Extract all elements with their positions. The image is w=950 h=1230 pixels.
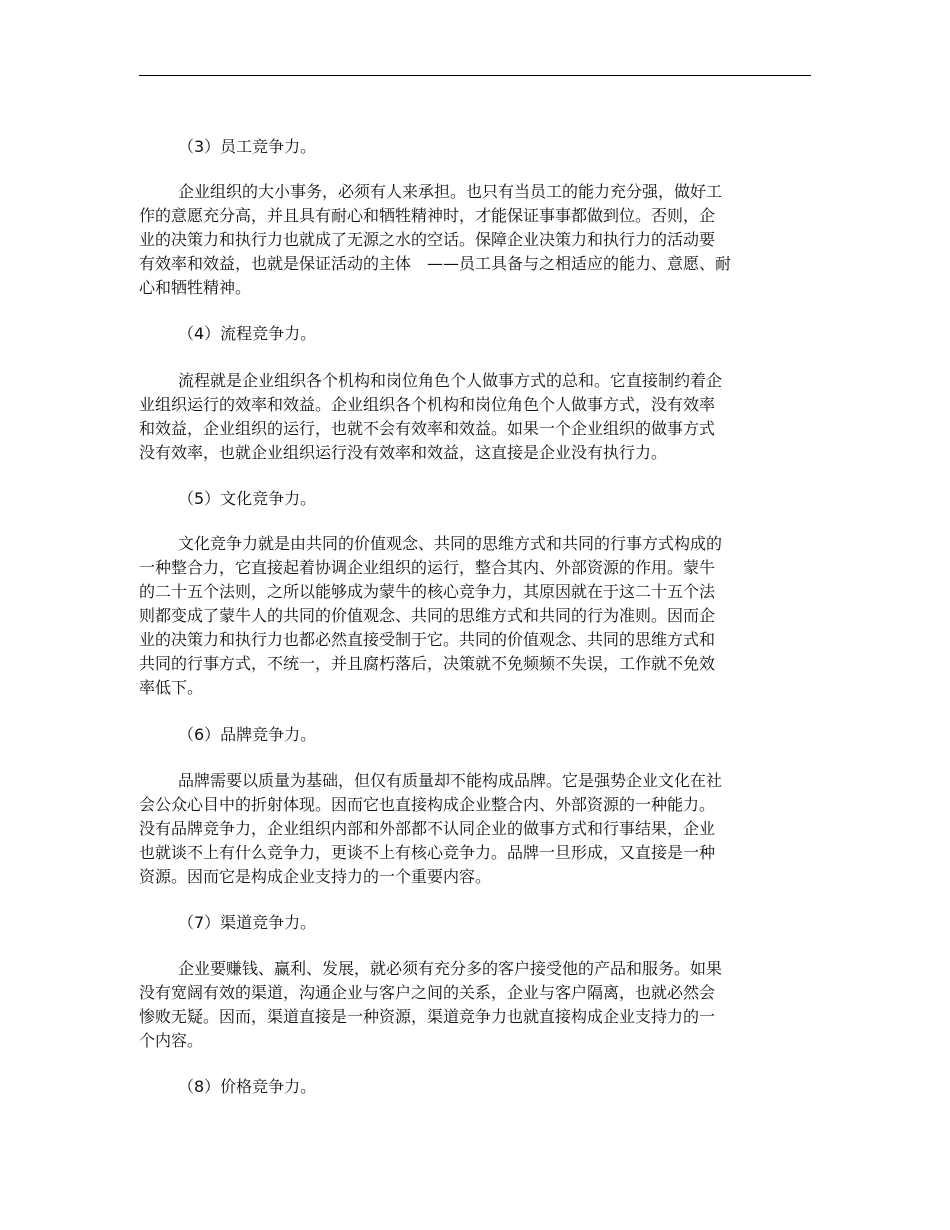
section-heading-4: （4）流程竞争力。 [178, 324, 317, 343]
paragraph-line: 和效益，企业组织的运行，也就不会有效率和效益。如果一个企业组织的做事方式 [139, 419, 716, 438]
section-heading-8: （8）价格竞争力。 [178, 1077, 317, 1096]
header-rule [139, 75, 811, 76]
paragraph-line: 作的意愿充分高，并且具有耐心和牺牲精神时，才能保证事事都做到位。否则，企 [139, 206, 716, 225]
paragraph-line: 业的决策力和执行力也就成了无源之水的空话。保障企业决策力和执行力的活动要 [139, 230, 716, 249]
paragraph-line: 企业组织的大小事务，必须有人来承担。也只有当员工的能力充分强，做好工 [178, 182, 723, 201]
paragraph-line: 有效率和效益，也就是保证活动的主体 ——员工具备与之相适应的能力、意愿、耐 [139, 254, 732, 273]
paragraph-line: 共同的行事方式，不统一，并且腐朽落后，决策就不免频频不失误，工作就不免效 [139, 654, 716, 673]
paragraph-line: 流程就是企业组织各个机构和岗位角色个人做事方式的总和。它直接制约着企 [178, 371, 723, 390]
paragraph-line: 则都变成了蒙牛人的共同的价值观念、共同的思维方式和共同的行为准则。因而企 [139, 606, 716, 625]
paragraph-line: 文化竞争力就是由共同的价值观念、共同的思维方式和共同的行事方式构成的 [178, 534, 723, 553]
paragraph-line: 个内容。 [139, 1031, 204, 1050]
paragraph-line: 也就谈不上有什么竞争力，更谈不上有核心竞争力。品牌一旦形成，又直接是一种 [139, 843, 716, 862]
paragraph-line: 的二十五个法则，之所以能够成为蒙牛的核心竞争力，其原因就在于这二十五个法 [139, 582, 716, 601]
paragraph-line: 心和牺牲精神。 [139, 278, 252, 297]
section-paragraph-7 [139, 957, 779, 1053]
paragraph-line: 率低下。 [139, 678, 204, 697]
paragraph-line: 资源。因而它是构成企业支持力的一个重要内容。 [139, 867, 492, 886]
paragraph-line: 品牌需要以质量为基础，但仅有质量却不能构成品牌。它是强势企业文化在社 [178, 771, 723, 790]
section-paragraph-5 [139, 532, 779, 700]
section-heading-6: （6）品牌竞争力。 [178, 725, 317, 744]
paragraph-line: 惨败无疑。因而，渠道直接是一种资源，渠道竞争力也就直接构成企业支持力的一 [139, 1007, 716, 1026]
paragraph-line: 业组织运行的效率和效益。企业组织各个机构和岗位角色个人做事方式，没有效率 [139, 395, 716, 414]
paragraph-line: 没有品牌竞争力，企业组织内部和外部都不认同企业的做事方式和行事结果，企业 [139, 819, 716, 838]
section-paragraph-6 [139, 769, 779, 889]
section-paragraph-4 [139, 369, 779, 465]
paragraph-line: 业的决策力和执行力也都必然直接受制于它。共同的价值观念、共同的思维方式和 [139, 630, 716, 649]
paragraph-line: 企业要赚钱、赢利、发展，就必须有充分多的客户接受他的产品和服务。如果 [178, 959, 723, 978]
paragraph-line: 没有宽阔有效的渠道，沟通企业与客户之间的关系，企业与客户隔离，也就必然会 [139, 983, 716, 1002]
section-heading-5: （5）文化竞争力。 [178, 489, 317, 508]
paragraph-line: 没有效率，也就企业组织运行没有效率和效益，这直接是企业没有执行力。 [139, 443, 668, 462]
section-heading-3: （3）员工竞争力。 [178, 137, 317, 156]
paragraph-line: 会公众心目中的折射体现。因而它也直接构成企业整合内、外部资源的一种能力。 [139, 795, 716, 814]
paragraph-line: 一种整合力，它直接起着协调企业组织的运行，整合其内、外部资源的作用。蒙牛 [139, 558, 716, 577]
section-paragraph-3 [139, 180, 779, 300]
section-heading-7: （7）渠道竞争力。 [178, 913, 317, 932]
